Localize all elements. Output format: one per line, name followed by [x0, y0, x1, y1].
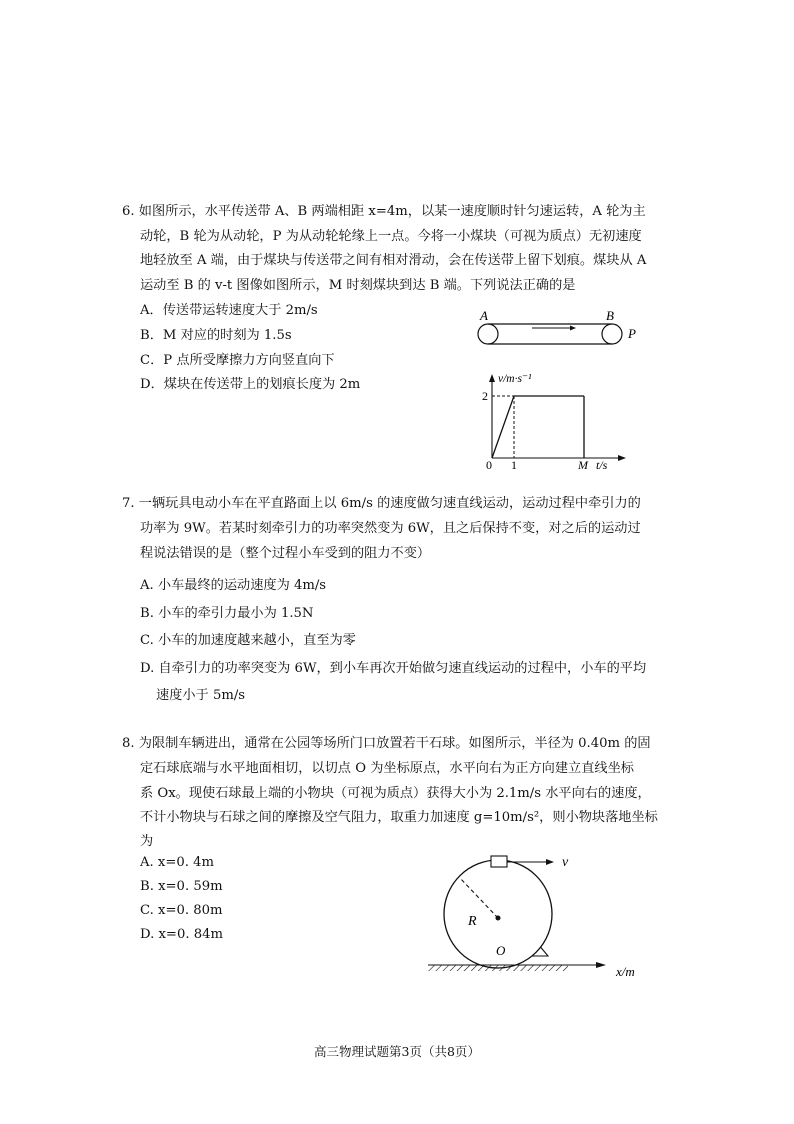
t-axis-label: t/s: [596, 458, 608, 472]
q8-option-a: A. x=0. 4m: [140, 855, 215, 870]
q8-line-4: 不计小物块与石球之间的摩擦及空气阻力，取重力加速度 g=10m/s²，则小物块落地坐标: [140, 810, 658, 825]
q6-line-4: 运动至 B 的 v-t 图像如图所示，M 时刻煤块到达 B 端。下列说法正确的是: [140, 278, 576, 293]
conveyor-belt-figure: [470, 306, 640, 352]
accel-segment: [492, 396, 514, 458]
small-block: [491, 856, 507, 867]
t-tick-m: M: [578, 458, 588, 472]
q7-line-2: 功率为 9W。若某时刻牵引力的功率突然变为 6W，且之后保持不变，对之后的运动过: [140, 521, 641, 536]
velocity-arrowhead: [546, 859, 554, 865]
v-tick-2: 2: [482, 389, 488, 403]
q7-option-c: C. 小车的加速度越来越小，直至为零: [140, 633, 356, 648]
q7-line-1: 7. 一辆玩具电动小车在平直路面上以 6m/s 的速度做匀速直线运动，运动过程中牵引力的: [122, 496, 641, 511]
t-tick-1: 1: [511, 458, 517, 472]
q7-option-b: B. 小车的牵引力最小为 1.5N: [140, 606, 314, 621]
v-axis-arrowhead: [489, 374, 495, 382]
q8-line-3: 系 Ox。现使石球最上端的小物块（可视为质点）获得大小为 2.1m/s 水平向右的速度，: [140, 786, 651, 801]
wheel-b: [602, 324, 622, 344]
x-axis-arrowhead: [596, 962, 606, 968]
q6-option-a: A．传送带运转速度大于 2m/s: [140, 303, 318, 318]
x-axis-label: x/m: [616, 964, 635, 979]
q8-line-5: 为: [140, 834, 154, 849]
vt-graph-figure: [478, 370, 628, 472]
q6-option-d: D．煤块在传送带上的划痕长度为 2m: [140, 377, 361, 392]
q6-option-b: B．M 对应的时刻为 1.5s: [140, 328, 292, 343]
wheel-a: [478, 324, 498, 344]
q8-line-2: 定石球底端与水平地面相切，以切点 O 为坐标原点，水平向右为正方向建立直线坐标: [140, 761, 634, 776]
page-footer: 高三物理试题第3页（共8页）: [314, 1044, 480, 1059]
ground-hatch: [428, 965, 568, 971]
q7-option-d: D. 自牵引力的功率突变为 6W，到小车再次开始做匀速直线运动的过程中，小车的平均: [140, 661, 647, 676]
label-a: A: [480, 308, 488, 323]
q7-option-d-cont: 速度小于 5m/s: [156, 688, 246, 703]
q6-line-2: 动轮，B 轮为从动轮，P 为从动轮轮缘上一点。今将一小煤块（可视为质点）无初速度: [140, 229, 642, 244]
stone-ball-figure: [420, 852, 646, 980]
label-o: O: [496, 943, 506, 958]
belt-arrowhead: [570, 326, 576, 331]
label-b: B: [606, 308, 614, 323]
q6-option-c: C．P 点所受摩擦力方向竖直向下: [140, 353, 335, 368]
label-p: P: [628, 326, 636, 341]
t-axis-arrowhead: [618, 455, 626, 461]
q8-option-b: B. x=0. 59m: [140, 879, 223, 894]
q6-line-3: 地轻放至 A 端，由于煤块与传送带之间有相对滑动，会在传送带上留下划痕。煤块从 A: [140, 253, 647, 268]
q8-option-d: D. x=0. 84m: [140, 927, 224, 942]
q7-line-3: 程说法错误的是（整个过程小车受到的阻力不变）: [140, 546, 431, 561]
label-r: R: [468, 914, 477, 929]
q7-option-a: A. 小车最终的运动速度为 4m/s: [140, 578, 327, 593]
q6-line-1: 6. 如图所示，水平传送带 A、B 两端相距 x=4m，以某一速度顺时针匀速运转，A 轮为主: [122, 204, 646, 219]
origin-label: 0: [486, 458, 492, 472]
v-axis-label: v/m·s⁻¹: [498, 373, 532, 385]
q8-line-1: 8. 为限制车辆进出，通常在公园等场所门口放置若干石球。如图所示，半径为 0.40m 的固: [122, 736, 651, 751]
label-v: v: [562, 855, 569, 870]
q8-option-c: C. x=0. 80m: [140, 903, 223, 918]
